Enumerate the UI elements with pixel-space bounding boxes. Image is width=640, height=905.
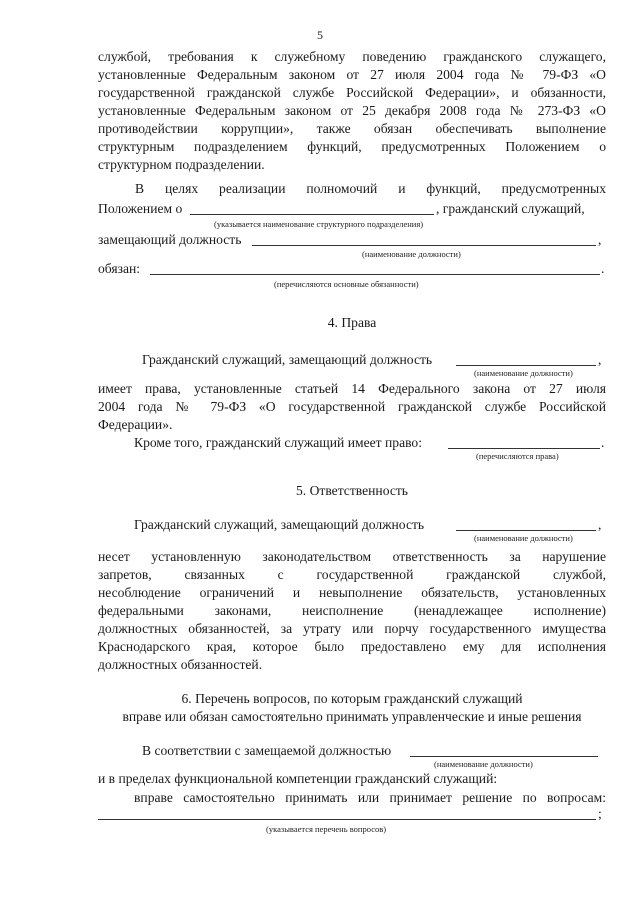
responsibility-body-6: Краснодарского края, которое было предоставлено ему для исполнения [98, 639, 606, 654]
responsibility-body-4: федеральными законами, неисполнение (ненадлежащее исполнение) [98, 603, 606, 618]
intro-line-2: установленные Федеральным законом от 27 июля 2004 года № 79-ФЗ «О [98, 67, 606, 82]
decisions-line-1: В соответствии с замещаемой должностью [142, 743, 392, 758]
structural-unit-field[interactable] [190, 214, 434, 215]
goals-line-3-comma: , [598, 232, 602, 247]
position-field-3[interactable] [456, 530, 596, 531]
caption-structural-unit: (указывается наименование структурного подразделения) [214, 219, 424, 229]
caption-position-2: (наименование должности) [474, 368, 573, 378]
questions-semicolon: ; [598, 806, 602, 821]
position-field-4[interactable] [410, 756, 598, 757]
decisions-line-3: вправе самостоятельно принимать или принимает решение по вопросам: [134, 790, 606, 805]
caption-duties: (перечисляются основные обязанности) [274, 279, 419, 289]
caption-questions: (указывается перечень вопросов) [266, 824, 387, 834]
page-number: 5 [317, 28, 323, 42]
intro-line-1: службой, требования к служебному поведению гражданского служащего, [98, 49, 606, 64]
intro-line-4: установленные Федеральным законом от 25 декабря 2008 года № 273-ФЗ «О [98, 103, 606, 118]
caption-position-4: (наименование должности) [434, 759, 533, 769]
goals-line-4-period: . [601, 261, 605, 276]
rights-line-1: Гражданский служащий, замещающий должность [142, 352, 433, 367]
responsibility-body-1: несет установленную законодательством ответственность за нарушение [98, 549, 606, 564]
section-6-title-line-1: 6. Перечень вопросов, по которым гражданский служащий [181, 691, 523, 706]
responsibility-body-3: несоблюдение ограничений и невыполнение обязательств, установленных [98, 585, 606, 600]
caption-rights: (перечисляются права) [476, 451, 559, 461]
position-field-2[interactable] [456, 365, 596, 366]
goals-line-2-end: , гражданский служащий, [436, 201, 585, 216]
goals-line-4: обязан: [98, 261, 141, 276]
intro-line-3: государственной гражданской службе Российской Федерации», и обязанности, [98, 85, 606, 100]
rights-body-1: имеет права, установленные статьей 14 Федерального закона от 27 июля [98, 381, 606, 396]
section-4-title: 4. Права [327, 315, 377, 330]
intro-line-7: структурном подразделении. [98, 157, 265, 172]
section-6-title-line-2: вправе или обязан самостоятельно принимать управленческие и иные решения [122, 709, 582, 724]
rights-line-1-comma: , [598, 352, 602, 367]
decisions-line-2: и в пределах функциональной компетенции гражданский служащий: [98, 771, 498, 786]
responsibility-body-5: должностных обязанностей, за утрату или порчу государственного имущества [98, 621, 606, 636]
intro-line-6: структурным подразделением функций, предусмотренных Положением о [98, 139, 606, 154]
questions-field[interactable] [98, 819, 596, 820]
goals-line-1: В целях реализации полномочий и функций, предусмотренных [135, 181, 606, 196]
position-field-1[interactable] [252, 245, 596, 246]
rights-body-3: Федерации». [98, 417, 173, 432]
caption-position-1: (наименование должности) [362, 249, 461, 259]
rights-body-2: 2004 года № 79-ФЗ «О государственной гражданской службе Российской [98, 399, 606, 414]
responsibility-line-1: Гражданский служащий, замещающий должность [134, 517, 425, 532]
goals-line-3: замещающий должность [98, 232, 242, 247]
responsibility-body-7: должностных обязанностей. [98, 657, 263, 672]
rights-field[interactable] [448, 448, 600, 449]
responsibility-line-1-comma: , [598, 517, 602, 532]
rights-extra-period: . [601, 435, 605, 450]
section-5-title: 5. Ответственность [295, 483, 409, 498]
caption-position-3: (наименование должности) [474, 533, 573, 543]
responsibility-body-2: запретов, связанных с государственной гражданской службой, [98, 567, 606, 582]
goals-line-2-start: Положением о [98, 201, 183, 216]
rights-extra: Кроме того, гражданский служащий имеет право: [134, 435, 422, 450]
duties-field[interactable] [150, 274, 600, 275]
intro-line-5: противодействии коррупции», также обязан обеспечивать выполнение [98, 121, 606, 136]
